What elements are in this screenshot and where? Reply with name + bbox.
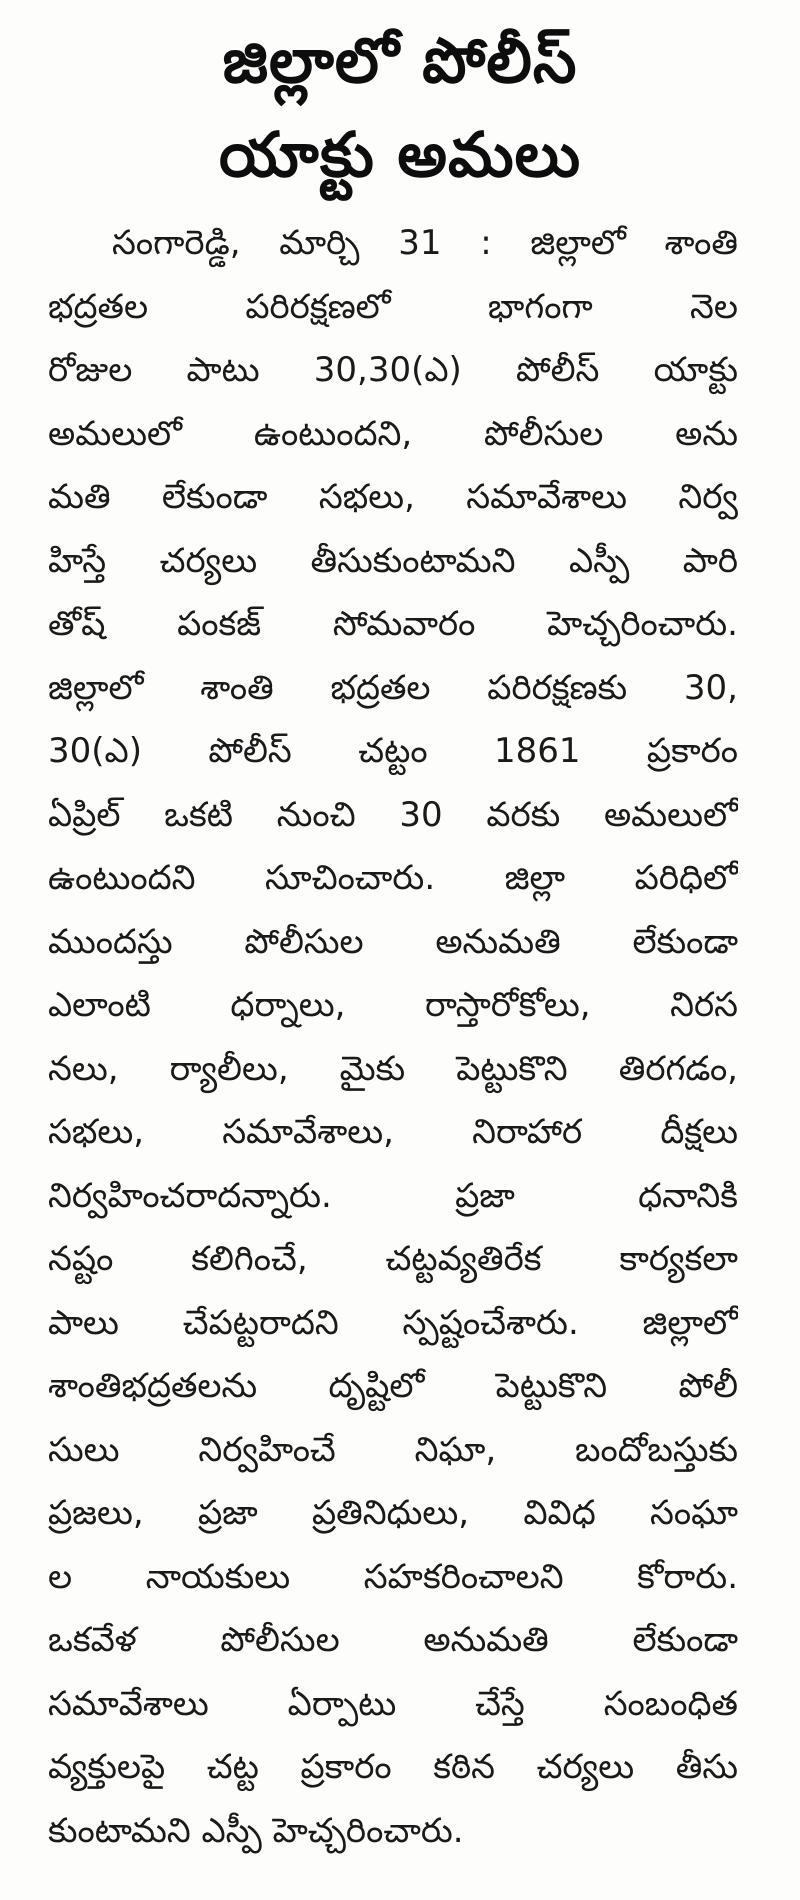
article-line: కుంటామని ఎస్పీ హెచ్చరించారు.	[48, 1810, 464, 1851]
article-line: నలు, ర్యాలీలు, మైకు పెట్టుకొని తిరగడం,	[48, 1048, 738, 1089]
article-line: ప్రజలు, ప్రజా ప్రతినిధులు, వివిధ సంఘా	[48, 1493, 738, 1533]
article-line: జిల్లాలో శాంతి భద్రతల పరిరక్షణకు 30,	[48, 667, 738, 708]
headline-line-2: యాక్టు అమలు	[218, 118, 582, 191]
article-line: ఎలాంటి ధర్నాలు, రాస్తారోకోలు, నిరస	[48, 985, 738, 1025]
article-line: సంగారెడ్డి, మార్చి 31 : జిల్లాలో శాంతి	[112, 223, 738, 263]
article-line: రోజుల పాటు 30,30(ఎ) పోలీస్ యాక్టు	[48, 350, 738, 390]
article-line: అమలులో ఉంటుందని, పోలీసుల అను	[48, 413, 738, 454]
article-line: సభలు, సమావేశాలు, నిరాహార దీక్షలు	[48, 1112, 738, 1152]
article-line: తోష్ పంకజ్ సోమవారం హెచ్చరించారు.	[48, 604, 738, 644]
article-line: ఒకవేళ పోలీసుల అనుమతి లేకుండా	[48, 1620, 738, 1660]
article-line: సులు నిర్వహించే నిఘా, బందోబస్తుకు	[48, 1429, 738, 1470]
article-line: శాంతిభద్రతలను దృష్టిలో పెట్టుకొని పోలీ	[48, 1366, 738, 1406]
article-line: ముందస్తు పోలీసుల అనుమతి లేకుండా	[48, 921, 738, 962]
article-line: వ్యక్తులపై చట్ట ప్రకారం కఠిన చర్యలు తీసు	[48, 1747, 738, 1787]
article-line: నిర్వహించరాదన్నారు. ప్రజా ధనానికి	[48, 1175, 738, 1216]
headline	[0, 14, 800, 202]
article-line: సమావేశాలు ఏర్పాటు చేస్తే సంబంధిత	[48, 1683, 738, 1724]
article-body	[48, 212, 738, 1863]
article-line: మతి లేకుండా సభలు, సమావేశాలు నిర్వ	[48, 477, 738, 517]
article-line: భద్రతల పరిరక్షణలో భాగంగా నెల	[48, 286, 738, 327]
article-line: హిస్తే చర్యలు తీసుకుంటామని ఎస్పీ పారి	[48, 540, 738, 581]
article-line: ల నాయకులు సహకరించాలని కోరారు.	[48, 1556, 738, 1597]
article-line: నష్టం కలిగించే, చట్టవ్యతిరేక కార్యకలా	[48, 1239, 738, 1279]
article-line: 30(ఎ) పోలీస్ చట్టం 1861 ప్రకారం	[48, 731, 738, 771]
article-line: పాలు చేపట్టరాదని స్పష్టంచేశారు. జిల్లాలో	[48, 1302, 738, 1343]
headline-line-1: జిల్లాలో పోలీస్	[222, 24, 578, 97]
article-line: ఉంటుందని సూచించారు. జిల్లా పరిధిలో	[48, 858, 738, 898]
article-line: ఏప్రిల్ ఒకటి నుంచి 30 వరకు అమలులో	[48, 794, 738, 835]
